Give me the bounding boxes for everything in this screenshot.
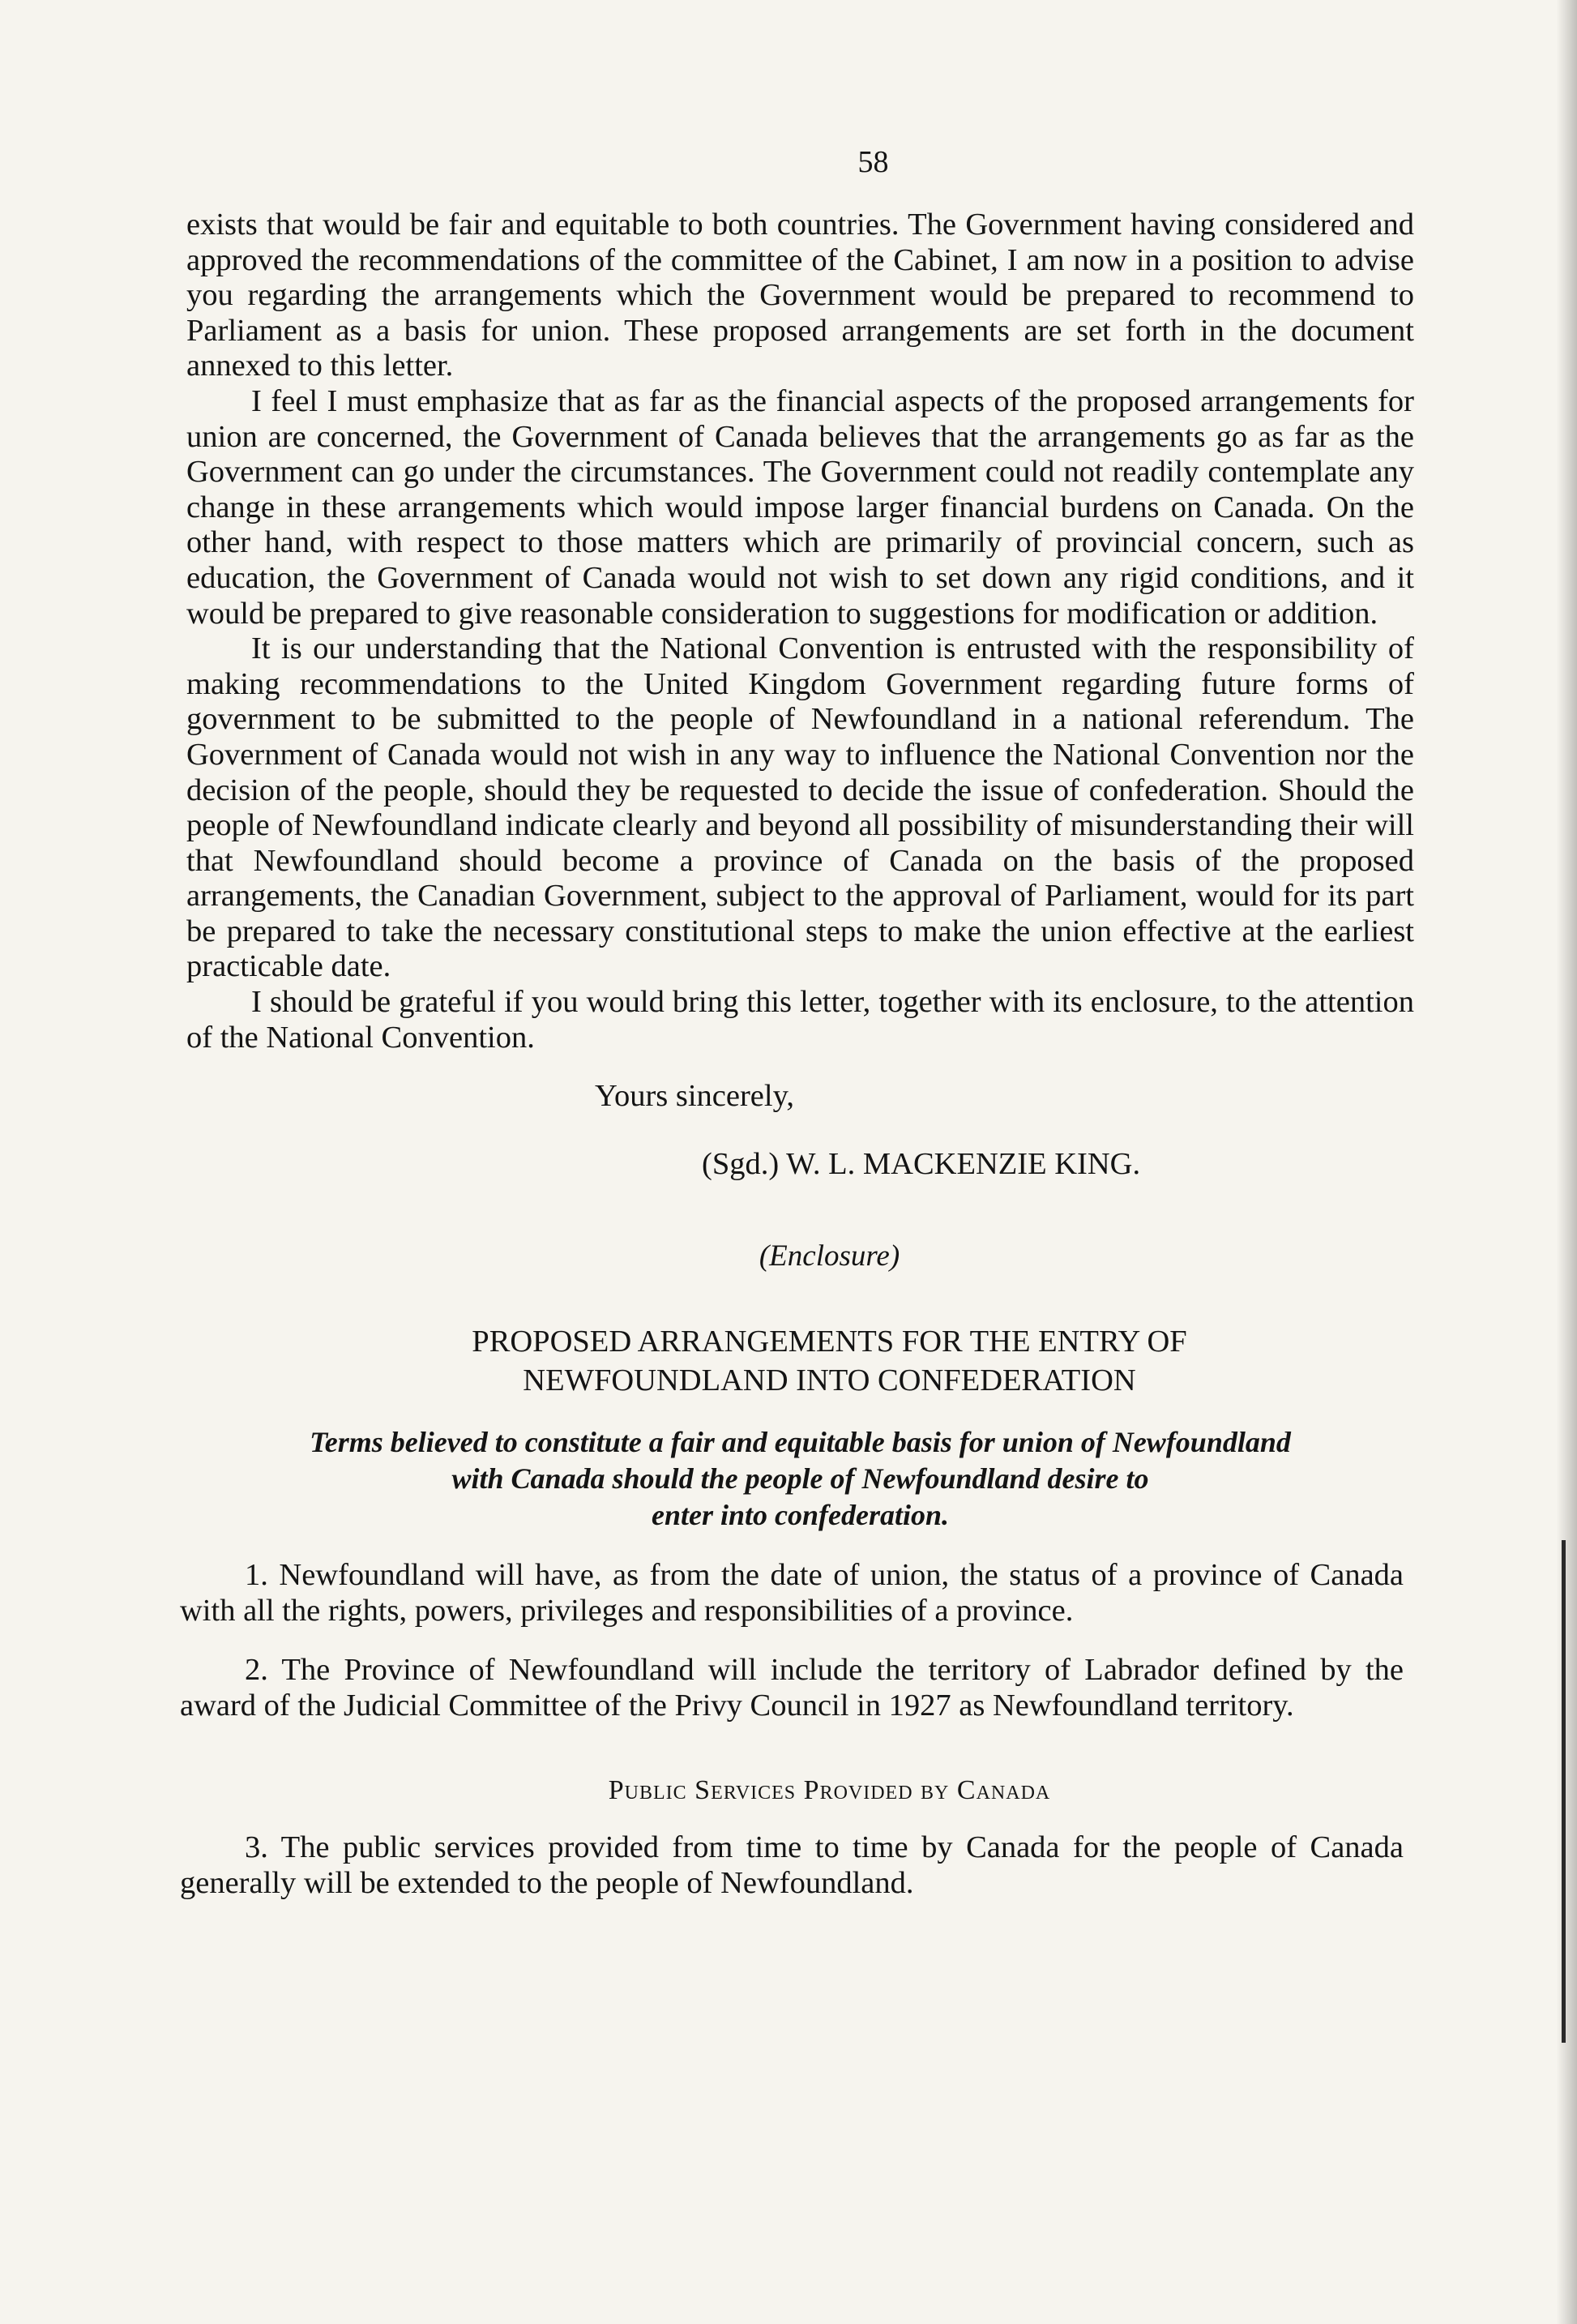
- page-edge-shadow: [1556, 0, 1577, 2324]
- enclosure-subtitle-line-1: Terms believed to constitute a fair and equitable basis for union of Newfoundland: [310, 1426, 1291, 1459]
- enclosure-label: (Enclosure): [759, 1239, 900, 1273]
- enclosure-title: [186, 1322, 1414, 1400]
- enclosure-title-line-1: PROPOSED ARRANGEMENTS FOR THE ENTRY OF: [472, 1325, 1187, 1359]
- page-edge-binding-mark: [1562, 1540, 1566, 2043]
- term-3: 3. The public services provided from time to time by Canada for the people of Canada generally will be extended to the people of Newfoundland.: [180, 1830, 1404, 1900]
- term-2: 2. The Province of Newfoundland will include the territory of Labrador defined by the award of the Judicial Committee of the Privy Council in 1927 as Newfoundland territory.: [180, 1653, 1404, 1723]
- letter-signature: (Sgd.) W. L. MACKENZIE KING.: [702, 1147, 1141, 1182]
- page-content: [180, 144, 1414, 1901]
- enclosure-subtitle-line-3: enter into confederation.: [652, 1499, 949, 1532]
- letter-paragraph-3: It is our understanding that the National Convention is entrusted with the responsibility of making recommendations to the United Kingdom Government regarding future forms of government to be submitted to the people of Newfoundland in a national referendum. The Government of Canada would not wish in any way to influence the National Convention nor the decision of the people, should they be requested to decide the issue of confederation. Should the people of Newfoundland indicate clearly and beyond all possibility of misunderstanding their will that Newfoundland should become a province of Canada on the basis of the proposed arrangements, the Canadian Government, subject to the approval of Parliament, would for its part be prepared to take the necessary constitutional steps to make the union effective at the earliest practicable date.: [186, 631, 1414, 984]
- term-1: 1. Newfoundland will have, as from the date of union, the status of a province of Canada with all the rights, powers, privileges and responsibilities of a province.: [180, 1558, 1404, 1628]
- enclosure-title-line-2: NEWFOUNDLAND INTO CONFEDERATION: [523, 1363, 1136, 1398]
- letter-paragraph-2: I feel I must emphasize that as far as the financial aspects of the proposed arrangements for union are concerned, the Government of Canada believes that the arrangements go as far as the Government can go under the circumstances. The Government could not readily contemplate any change in these arrangements which would impose larger financial burdens on Canada. On the other hand, with respect to those matters which are primarily of provincial concern, such as education, the Government of Canada would not wish to set down any rigid conditions, and it would be prepared to give reasonable consideration to suggestions for modification or addition.: [186, 383, 1414, 631]
- letter-paragraph-1: exists that would be fair and equitable to both countries. The Government having considered and approved the recommendations of the committee of the Cabinet, I am now in a position to advise you regarding the arrangements which the Government would be prepared to recommend to Parliament as a basis for union. These proposed arrangements are set forth in the document annexed to this letter.: [186, 208, 1414, 383]
- letter-paragraph-4: I should be grateful if you would bring this letter, together with its enclosure, to the attention of the National Convention.: [186, 985, 1414, 1055]
- section-heading-public-services: Public Services Provided by Canada: [608, 1775, 1051, 1806]
- enclosure-subtitle: [186, 1424, 1414, 1534]
- letter-closing: Yours sincerely,: [595, 1079, 794, 1114]
- enclosure-subtitle-line-2: with Canada should the people of Newfoundland desire to: [451, 1462, 1149, 1496]
- page-number: 58: [857, 145, 889, 179]
